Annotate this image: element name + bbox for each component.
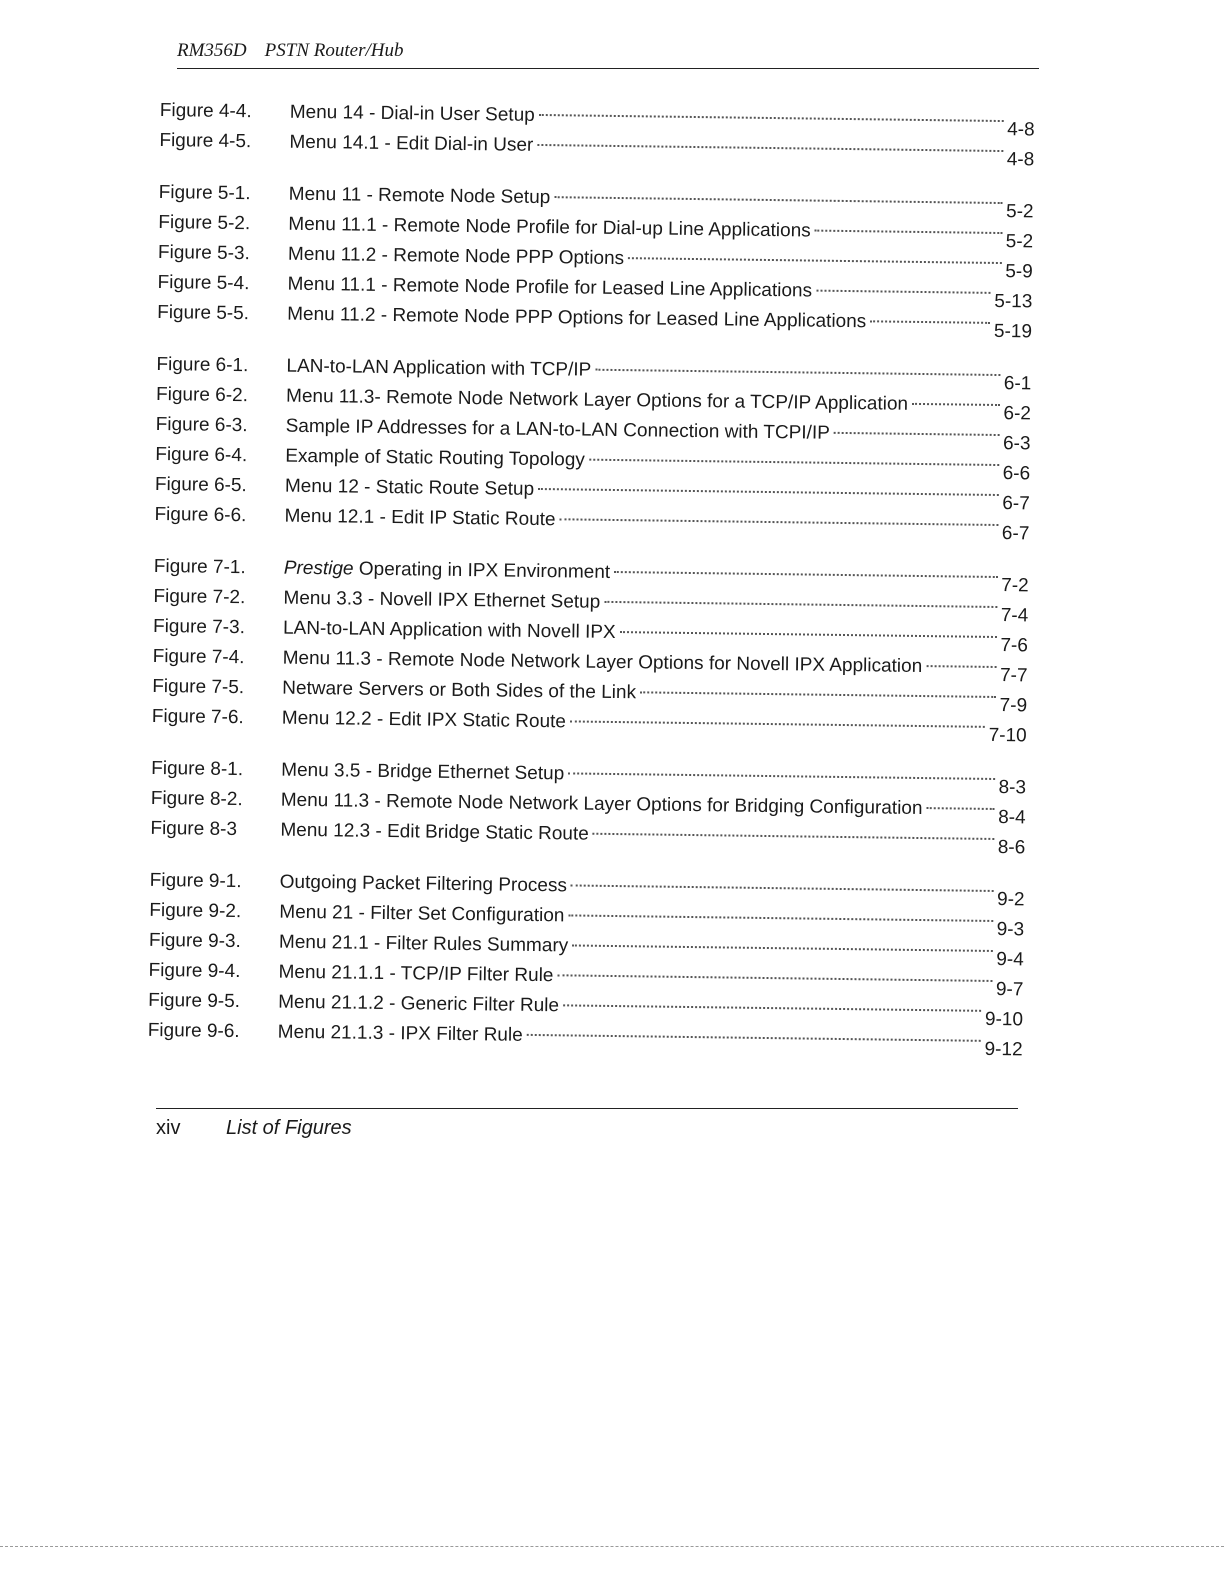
page-reference: 8-6 <box>997 837 1026 859</box>
page-reference: 7-4 <box>1000 605 1029 627</box>
figure-title-text: Menu 21.1.2 - Generic Filter Rule <box>278 991 560 1017</box>
dot-leader <box>572 944 992 952</box>
dot-leader <box>571 884 993 892</box>
figure-group <box>147 866 1025 1061</box>
figure-title-text: Menu 11.3 - Remote Node Network Layer Options for Novell IPX Application <box>282 647 923 678</box>
page-reference: 8-4 <box>998 807 1026 829</box>
figure-title-emphasis: Prestige <box>283 557 354 580</box>
figure-number: Figure 7-5. <box>152 675 245 699</box>
figure-title-text: Menu 12.1 - Edit IP Static Route <box>284 505 556 531</box>
figure-title <box>281 756 564 790</box>
figure-title-text: Menu 3.3 - Novell IPX Ethernet Setup <box>283 587 601 613</box>
figure-number: Figure 4-4. <box>159 99 252 123</box>
dot-leader <box>570 720 985 727</box>
dot-leader <box>640 691 996 698</box>
dot-leader <box>926 807 994 810</box>
page-reference: 6-7 <box>1001 523 1030 545</box>
figure-number: Figure 4-5. <box>159 129 252 153</box>
figure-title <box>279 898 565 932</box>
figure-number: Figure 9-1. <box>149 869 242 893</box>
dot-leader <box>589 459 999 466</box>
figure-title-text: Menu 3.5 - Bridge Ethernet Setup <box>281 759 565 785</box>
page-reference: 8-3 <box>998 777 1027 799</box>
figure-title-text: Menu 11.3 - Remote Node Network Layer Options for Bridging Configuration <box>280 789 923 820</box>
page-reference: 5-19 <box>993 320 1033 343</box>
figure-number: Figure 6-2. <box>155 383 249 407</box>
figure-number: Figure 7-1. <box>153 555 246 579</box>
figure-title <box>278 958 553 992</box>
page-reference: 9-12 <box>984 1038 1023 1061</box>
figure-title <box>288 240 625 274</box>
page-reference: 6-7 <box>1002 493 1030 515</box>
figure-title-text: Menu 11.1 - Remote Node Profile for Dial-up Line Applications <box>288 213 811 242</box>
dot-leader <box>620 631 997 638</box>
figure-number: Figure 5-2. <box>158 211 251 235</box>
figure-title-text: Menu 11.1 - Remote Node Profile for Leased Line Applications <box>287 273 813 302</box>
figure-title <box>285 442 585 476</box>
figure-title <box>284 502 555 536</box>
figure-number: Figure 7-3. <box>152 615 246 639</box>
dot-leader <box>557 974 992 982</box>
page-reference: 7-6 <box>1000 635 1029 657</box>
figure-number: Figure 9-6. <box>147 1019 240 1043</box>
dot-leader <box>926 665 996 668</box>
figure-title <box>284 554 611 588</box>
figure-number: Figure 5-1. <box>158 181 251 205</box>
figure-title <box>286 352 591 386</box>
dot-leader <box>568 914 992 922</box>
page-reference: 7-2 <box>1001 575 1029 597</box>
header-product: RM356D <box>177 40 247 61</box>
dot-leader <box>593 833 994 840</box>
page-reference: 4-8 <box>1006 149 1035 171</box>
figure-title <box>278 988 559 1022</box>
figure-title <box>282 674 636 709</box>
figure-title-text: Menu 11.2 - Remote Node PPP Options for Leased Line Applications <box>287 303 867 333</box>
figure-title-text: LAN-to-LAN Application with TCP/IP <box>286 355 592 381</box>
page-number: xiv <box>156 1117 181 1139</box>
dot-leader <box>554 196 1002 204</box>
running-footer <box>156 1108 1018 1140</box>
dot-leader <box>614 571 997 578</box>
dot-leader <box>912 403 1000 406</box>
page-reference: 5-2 <box>1005 201 1034 223</box>
figure-title-text: Example of Static Routing Topology <box>285 445 586 471</box>
page-reference: 5-13 <box>994 290 1033 313</box>
figure-title-text: Operating in IPX Environment <box>353 558 611 583</box>
figure-title <box>279 928 569 962</box>
figure-title-text: Menu 11.3- Remote Node Network Layer Options for a TCP/IP Application <box>285 385 909 415</box>
page-reference: 9-2 <box>996 889 1025 911</box>
dot-leader <box>538 488 998 496</box>
figure-number: Figure 5-4. <box>157 271 250 295</box>
figure-group <box>150 754 1027 859</box>
figure-number: Figure 8-1. <box>151 757 244 781</box>
page-reference: 6-2 <box>1003 403 1032 425</box>
dot-leader <box>537 144 1003 152</box>
figure-group <box>157 178 1034 343</box>
figure-group <box>154 350 1032 545</box>
figure-title-text: Menu 21 - Filter Set Configuration <box>279 901 565 927</box>
figure-title-text: Menu 21.1.1 - TCP/IP Filter Rule <box>278 961 554 987</box>
dot-leader <box>815 230 1002 234</box>
figure-number: Figure 9-3. <box>148 929 241 953</box>
figure-number: Figure 9-5. <box>148 989 241 1013</box>
page-reference: 5-9 <box>1005 261 1033 283</box>
figure-title <box>290 98 535 131</box>
figure-number: Figure 9-2. <box>149 899 242 923</box>
page-reference: 7-9 <box>999 695 1028 717</box>
page-reference: 6-1 <box>1003 373 1032 395</box>
figure-title <box>280 868 568 902</box>
figure-title-text: Outgoing Packet Filtering Process <box>279 871 568 897</box>
figure-number: Figure 7-4. <box>152 645 245 669</box>
figure-title <box>278 1018 523 1051</box>
footer-title: List of Figures <box>226 1117 352 1139</box>
page-reference: 7-7 <box>999 665 1028 687</box>
figure-title <box>285 472 535 505</box>
dot-leader <box>568 772 994 780</box>
figure-title-text: Sample IP Addresses for a LAN-to-LAN Connection with TCPI/IP <box>285 415 830 444</box>
figure-title-text: Menu 12 - Static Route Setup <box>284 475 535 500</box>
figure-title-text: Menu 14 - Dial-in User Setup <box>289 101 535 126</box>
figure-title <box>283 584 600 618</box>
dot-leader <box>527 1034 981 1042</box>
figure-title-text: Menu 12.3 - Edit Bridge Static Route <box>280 819 589 845</box>
figure-title <box>289 180 551 213</box>
figure-title <box>280 816 589 850</box>
figure-number: Figure 6-6. <box>154 503 247 527</box>
page-reference: 5-2 <box>1005 231 1034 253</box>
list-of-figures <box>147 96 1035 1079</box>
figure-title-text: Menu 11.2 - Remote Node PPP Options <box>287 243 625 270</box>
dot-leader <box>816 290 990 294</box>
figure-number: Figure 6-3. <box>155 413 248 437</box>
figure-title-text: Menu 21.1.3 - IPX Filter Rule <box>277 1021 523 1046</box>
figure-title <box>282 704 566 738</box>
page-reference: 6-3 <box>1002 433 1031 455</box>
figure-title-text: Netware Servers or Both Sides of the Link <box>282 677 637 704</box>
figure-title-text: Menu 21.1 - Filter Rules Summary <box>278 931 569 957</box>
figure-title-text: Menu 11 - Remote Node Setup <box>288 183 551 209</box>
dot-leader <box>604 601 997 608</box>
figure-number: Figure 5-3. <box>157 241 250 265</box>
header-title: PSTN Router/Hub <box>264 40 404 61</box>
page-reference: 7-10 <box>988 724 1027 747</box>
figure-title <box>287 300 866 338</box>
figure-number: Figure 7-2. <box>153 585 246 609</box>
figure-number: Figure 6-1. <box>156 353 249 377</box>
figure-number: Figure 9-4. <box>148 959 241 983</box>
figure-number: Figure 6-4. <box>155 443 248 467</box>
dot-leader <box>539 114 1004 122</box>
dot-leader <box>628 257 1001 264</box>
figure-number: Figure 8-3 <box>150 817 238 841</box>
figure-group <box>151 552 1029 747</box>
page-reference: 9-4 <box>996 949 1024 971</box>
figure-number: Figure 5-5. <box>157 301 250 325</box>
dot-leader <box>595 369 1000 376</box>
page-reference: 9-7 <box>995 979 1024 1001</box>
page-reference: 9-3 <box>996 919 1025 941</box>
figure-number: Figure 7-6. <box>151 705 244 729</box>
figure-title-text: LAN-to-LAN Application with Novell IPX <box>282 617 616 644</box>
figure-title <box>289 128 533 161</box>
figure-group <box>159 96 1035 171</box>
dot-leader <box>834 432 999 436</box>
dot-leader <box>870 320 990 324</box>
dot-leader <box>563 1004 981 1011</box>
figure-title-text: Menu 14.1 - Edit Dial-in User <box>289 131 534 156</box>
page-reference: 4-8 <box>1007 119 1035 141</box>
running-header <box>177 40 1039 69</box>
figure-title <box>283 614 616 648</box>
scan-artifact-line <box>0 1546 1224 1547</box>
figure-number: Figure 8-2. <box>150 787 243 811</box>
dot-leader <box>560 518 998 526</box>
page-reference: 6-6 <box>1002 463 1031 485</box>
page-reference: 9-10 <box>984 1008 1024 1031</box>
figure-title-text: Menu 12.2 - Edit IPX Static Route <box>281 707 567 733</box>
figure-number: Figure 6-5. <box>154 473 247 497</box>
